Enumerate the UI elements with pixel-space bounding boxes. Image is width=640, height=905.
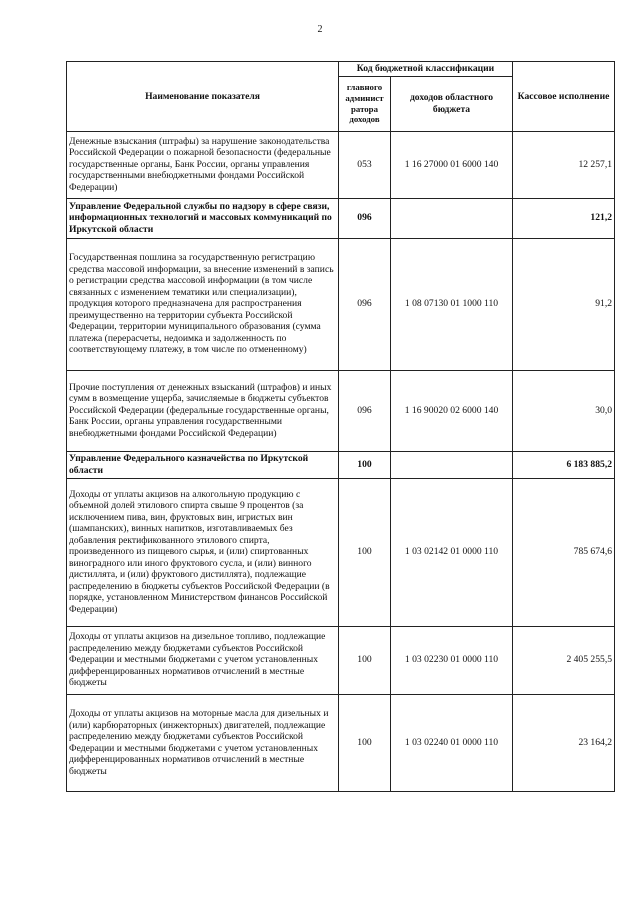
header-cash-execution: Кассовое исполнение (513, 62, 615, 132)
table-row (67, 131, 615, 198)
table-row (67, 370, 615, 451)
table-row (67, 451, 615, 478)
budget-table (66, 61, 615, 792)
header-chief-admin: главного админист ратора доходов (339, 76, 391, 131)
row-amount: 6 183 885,2 (513, 451, 615, 478)
row-amount: 2 405 255,5 (513, 626, 615, 694)
row-amount: 121,2 (513, 198, 615, 238)
row-budget-code (391, 451, 513, 478)
row-admin-code: 096 (339, 198, 391, 238)
table-row (67, 478, 615, 626)
row-budget-code: 1 03 02230 01 0000 110 (391, 626, 513, 694)
row-admin-code: 053 (339, 131, 391, 198)
row-admin-code: 100 (339, 694, 391, 791)
row-name: Доходы от уплаты акцизов на моторные масла для дизельных и (или) карбюраторных (инжекторных) двигателей, подлежащие распределению между бюджетами субъектов Российской Федерации и местными бюджетами с учетом установленных дифференцированных нормативов отчислений в местные бюджеты (67, 694, 339, 791)
table-row (67, 238, 615, 370)
row-name: Доходы от уплаты акцизов на дизельное топливо, подлежащие распределению между бюджетами субъектов Российской Федерации и местными бюджетами с учетом установленных дифференцированных нормативов отчислений в местные бюджеты (67, 626, 339, 694)
row-budget-code: 1 03 02142 01 0000 110 (391, 478, 513, 626)
row-name: Прочие поступления от денежных взысканий (штрафов) и иных сумм в возмещение ущерба, зачисляемые в бюджеты субъектов Российской Федерации (федеральные государственные органы, Банк России, органы управления государственными внебюджетными фондами Российской Федерации) (67, 370, 339, 451)
row-amount: 785 674,6 (513, 478, 615, 626)
row-admin-code: 100 (339, 478, 391, 626)
table-row (67, 626, 615, 694)
row-amount: 12 257,1 (513, 131, 615, 198)
table-row (67, 694, 615, 791)
header-budget-code-group: Код бюджетной классификации (339, 62, 513, 77)
row-amount: 23 164,2 (513, 694, 615, 791)
row-name: Доходы от уплаты акцизов на алкогольную продукцию с объемной долей этилового спирта свыше 9 процентов (за исключением пива, вин, фруктовых вин, игристых вин (шампанских), винных напитков, изготавливаемых без добавления ректификованного этилового спирта, произведенного из пищевого сырья, и (или) спиртованных виноградного или иного фруктового сусла, и (или) винного дистиллята, и (или) фруктового дистиллята), подлежащие распределению в бюджеты субъектов Российской Федерации (в порядке, установленном Министерством финансов Российской Федерации) (67, 478, 339, 626)
row-admin-code: 096 (339, 238, 391, 370)
row-budget-code: 1 03 02240 01 0000 110 (391, 694, 513, 791)
row-budget-code: 1 16 90020 02 6000 140 (391, 370, 513, 451)
row-admin-code: 100 (339, 626, 391, 694)
row-admin-code: 096 (339, 370, 391, 451)
row-budget-code: 1 08 07130 01 1000 110 (391, 238, 513, 370)
row-amount: 91,2 (513, 238, 615, 370)
table-row (67, 198, 615, 238)
page-number: 2 (317, 24, 323, 35)
row-name: Государственная пошлина за государственную регистрацию средства массовой информации, за внесение изменений в запись о регистрации средства массовой информации (в том числе связанных с изменением тематики или специализации), продукция которого предназначена для распространения преимущественно на территории субъекта Российской Федерации, территории муниципального образования (сумма платежа (перерасчеты, недоимка и задолженность по соответствующему платежу, в том числе по отмененному) (67, 238, 339, 370)
header-regional-income: доходов областного бюджета (391, 76, 513, 131)
row-name: Управление Федерального казначейства по Иркутской области (67, 451, 339, 478)
row-name: Управление Федеральной службы по надзору в сфере связи, информационных технологий и массовых коммуникаций по Иркутской области (67, 198, 339, 238)
header-indicator: Наименование показателя (67, 62, 339, 132)
row-admin-code: 100 (339, 451, 391, 478)
row-amount: 30,0 (513, 370, 615, 451)
row-budget-code: 1 16 27000 01 6000 140 (391, 131, 513, 198)
row-budget-code (391, 198, 513, 238)
row-name: Денежные взыскания (штрафы) за нарушение законодательства Российской Федерации о пожарной безопасности (федеральные государственные органы, Банк России, органы управления государственными внебюджетными фондами Российской Федерации) (67, 131, 339, 198)
